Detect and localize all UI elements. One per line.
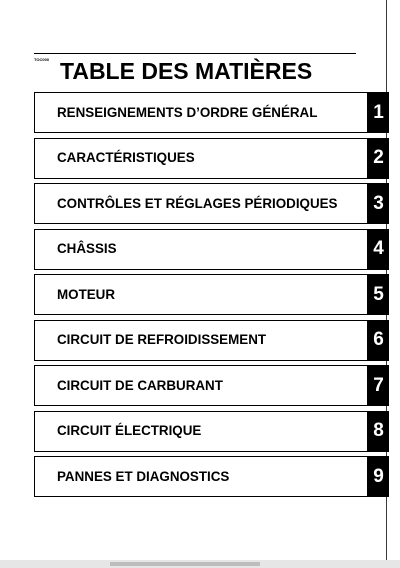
- toc-entry-8[interactable]: [34, 411, 368, 452]
- section-tab-9[interactable]: 9: [368, 456, 389, 497]
- toc-entry-3[interactable]: [34, 183, 368, 224]
- toc-entry-4[interactable]: [34, 229, 368, 270]
- toc-entry-label: CIRCUIT DE CARBURANT: [57, 377, 223, 393]
- section-tab-2[interactable]: 2: [368, 138, 389, 179]
- section-tab-6[interactable]: 6: [368, 320, 389, 361]
- section-tab-1[interactable]: 1: [368, 92, 389, 133]
- bottom-scrollbar-thumb[interactable]: [110, 562, 260, 566]
- toc-entry-label: CIRCUIT DE REFROIDISSEMENT: [57, 332, 267, 347]
- header-rule: [34, 53, 356, 54]
- section-tab-8[interactable]: 8: [368, 411, 389, 452]
- toc-entry-label: CHÂSSIS: [57, 241, 117, 256]
- toc-entry-7[interactable]: [34, 365, 368, 406]
- toc-entry-label: MOTEUR: [57, 286, 116, 302]
- toc-entry-6[interactable]: [34, 320, 368, 361]
- toc-entry-label: PANNES ET DIAGNOSTICS: [57, 468, 230, 484]
- toc-entry-1[interactable]: [34, 92, 368, 133]
- section-tab-5[interactable]: 5: [368, 274, 389, 315]
- toc-entry-2[interactable]: [34, 138, 368, 179]
- section-tab-7[interactable]: 7: [368, 365, 389, 406]
- toc-entry-label: CONTRÔLES ET RÉGLAGES PÉRIODIQUES: [57, 195, 338, 211]
- toc-entry-5[interactable]: [34, 274, 368, 315]
- page-title: TABLE DES MATIÈRES: [60, 58, 313, 84]
- section-tab-4[interactable]: 4: [368, 229, 389, 270]
- toc-entry-label: CARACTÉRISTIQUES: [57, 150, 195, 165]
- section-tab-3[interactable]: 3: [368, 183, 389, 224]
- toc-entry-9[interactable]: [34, 456, 368, 497]
- section-code-tag: TOC000: [34, 57, 50, 62]
- toc-entry-label: RENSEIGNEMENTS D’ORDRE GÉNÉRAL: [57, 104, 318, 120]
- toc-entry-label: CIRCUIT ÉLECTRIQUE: [57, 423, 202, 438]
